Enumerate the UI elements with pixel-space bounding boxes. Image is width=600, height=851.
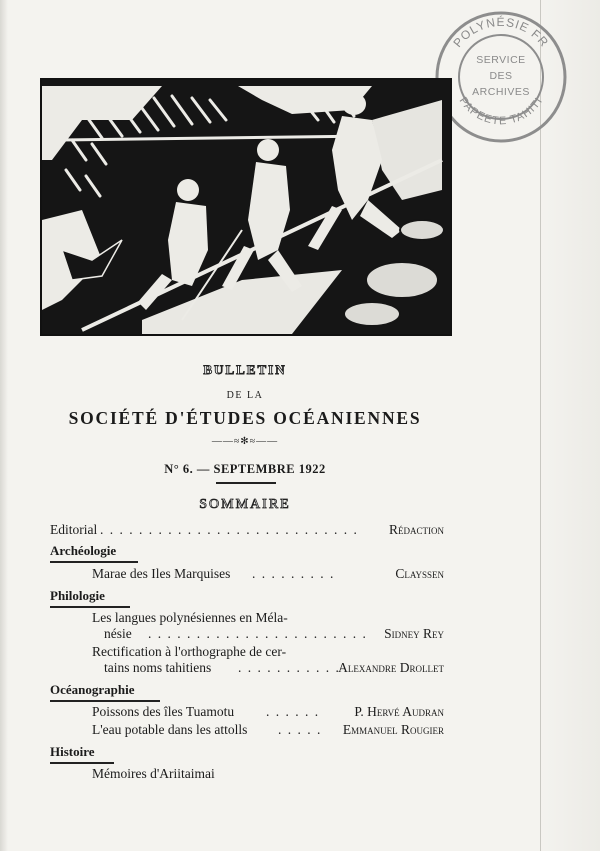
- woodcut-illustration: [40, 78, 452, 336]
- toc-entry-rectification-line2: [104, 660, 444, 678]
- section-heading-archeologie: Archéologie: [50, 543, 117, 558]
- stamp-line-2: DES: [489, 70, 513, 82]
- issue-number: N° 6. — SEPTEMBRE 1922: [164, 462, 326, 476]
- society-title: SOCIÉTÉ D'ÉTUDES OCÉANIENNES: [68, 408, 422, 428]
- stamp-line-1: SERVICE: [476, 54, 526, 66]
- stamp-line-3: ARCHIVES: [472, 86, 530, 98]
- bulletin-title: BULLETIN: [203, 362, 287, 377]
- toc-entry-langues-line2: [104, 626, 444, 644]
- section-heading-histoire: Histoire: [50, 744, 95, 759]
- ornament-divider: ——≈✻≈——: [211, 436, 279, 447]
- toc-entry-title: Poissons des îles Tuamotu: [92, 704, 235, 719]
- toc-entry-title: Editorial: [50, 522, 98, 537]
- toc-entry-title: Marae des Iles Marquises: [92, 566, 231, 581]
- toc-entry-memoires: [92, 766, 444, 784]
- toc-entry-editorial: [50, 522, 444, 540]
- sommaire-heading: SOMMAIRE: [199, 497, 291, 512]
- svg-text:POLYNÉSIE FR: [450, 14, 551, 50]
- section-underline: [50, 700, 160, 702]
- toc-entry-author: Emmanuel Rougier: [342, 722, 444, 737]
- toc-leader-dots: . . . . .: [278, 722, 322, 737]
- toc-leader-dots: . . . . . . . . .: [252, 566, 335, 581]
- toc-entry-author: P. Hervé Audran: [354, 704, 444, 719]
- toc-entry-title-cont: nésie: [104, 626, 132, 641]
- toc-leader-dots: . . . . . .: [266, 704, 320, 719]
- section-heading-philologie: Philologie: [50, 588, 105, 603]
- toc-entry-title: Les langues polynésiennes en Méla-: [92, 610, 288, 625]
- svg-text:PAPEETE TAHITI: [457, 95, 546, 127]
- section-underline: [50, 606, 130, 608]
- toc-entry-author: Clayssen: [395, 566, 444, 581]
- toc-entry-title: Rectification à l'orthographe de cer-: [92, 644, 287, 659]
- toc-leader-dots: . . . . . . . . . . . . . . . . . . . . . . . . . . .: [100, 522, 359, 537]
- section-underline: [50, 762, 114, 764]
- toc-entry-author: Sidney Rey: [384, 626, 444, 641]
- toc-entry-title: Mémoires d'Ariitaimai: [92, 766, 215, 781]
- toc-entry-poissons: [92, 704, 444, 722]
- toc-entry-title-cont: tains noms tahitiens: [104, 660, 212, 675]
- toc-entry-author: Alexandre Drollet: [338, 660, 444, 675]
- toc-entry-author: Rédaction: [389, 522, 444, 537]
- section-heading-oceanographie: Océanographie: [50, 682, 135, 697]
- toc-leader-dots: . . . . . . . . . . .: [238, 660, 341, 675]
- de-la-text: DE LA: [226, 390, 264, 401]
- issue-underline: [216, 482, 276, 484]
- toc-leader-dots: . . . . . . . . . . . . . . . . . . . . . . .: [148, 626, 368, 641]
- section-underline: [50, 561, 138, 563]
- woodcut-fishermen-icon: [42, 80, 450, 334]
- toc-entry-eau-potable: [92, 722, 444, 740]
- archive-stamp: [432, 6, 570, 148]
- toc-entry-marae: [92, 566, 444, 584]
- stamp-ring-bottom: PAPEETE TAHITI: [456, 95, 546, 128]
- stamp-ring-top: POLYNÉSIE FR: [450, 14, 552, 50]
- toc-entry-title: L'eau potable dans les attolls: [92, 722, 248, 737]
